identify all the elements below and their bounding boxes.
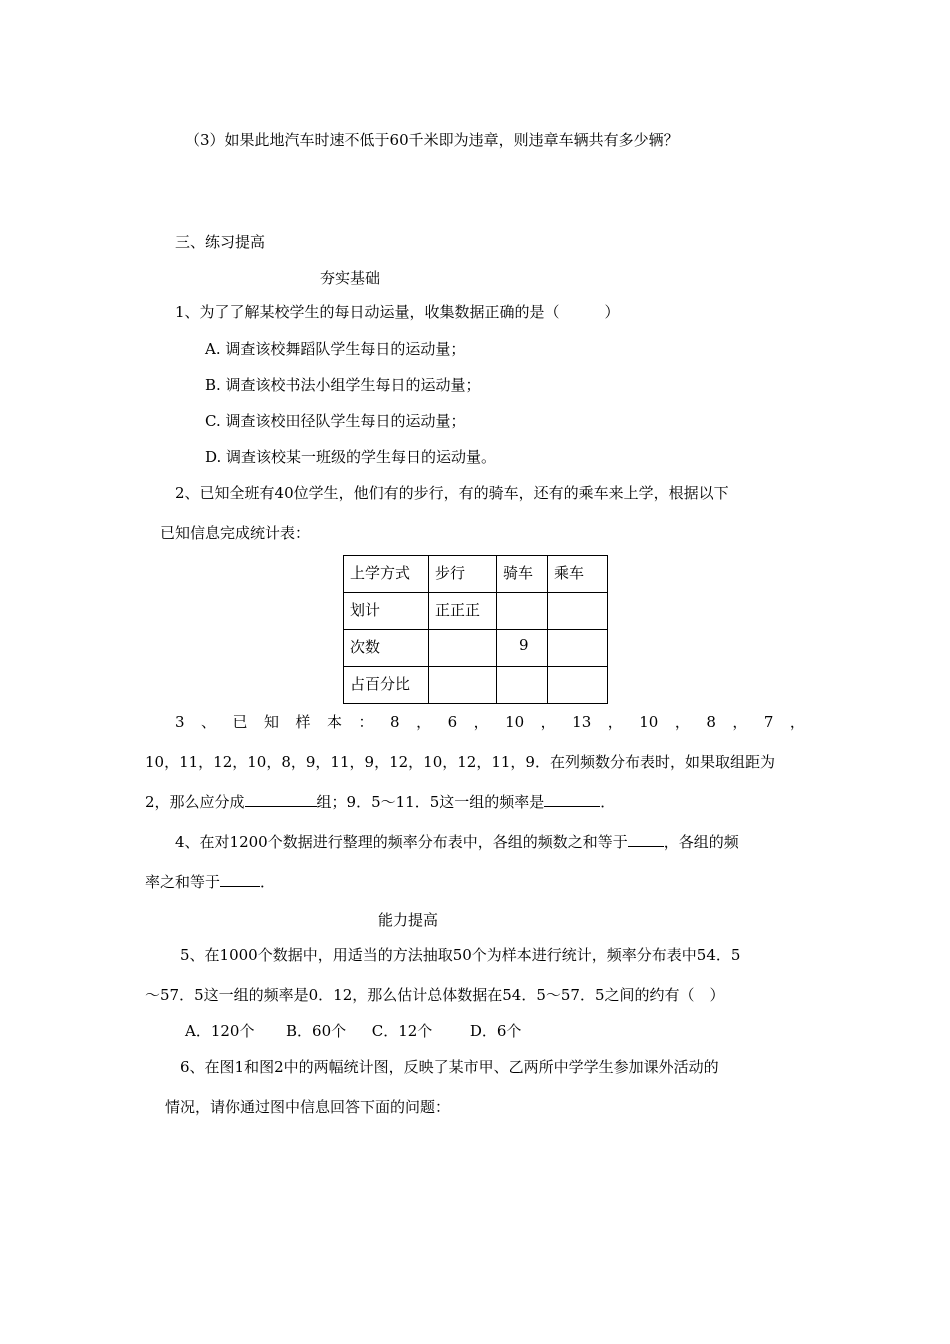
q4-text-b: ，各组的频 <box>663 833 739 851</box>
q3-line1-token: 、 <box>201 713 217 731</box>
q3-line1-token: 3 <box>175 713 185 731</box>
q3-line1-token: 6 <box>447 713 458 731</box>
table-cell <box>429 667 497 704</box>
question-1-stem: 1、为了了解某校学生的每日动运量，收集数据正确的是（ ） <box>175 303 620 321</box>
question-4-line1 <box>175 832 739 852</box>
q3-line1-token: 7 <box>763 713 774 731</box>
question-5-line2: ～57．5这一组的频率是0．12，那么估计总体数据在54．5～57．5之间的约有（ ） <box>145 986 725 1004</box>
table-cell: 次数 <box>344 630 429 667</box>
answer-blank <box>628 832 664 847</box>
subsection-basic: 夯实基础 <box>320 269 381 287</box>
q3-line1-token: 样 <box>295 713 311 731</box>
table-row <box>344 667 608 704</box>
q4-text-a: 4、在对1200个数据进行整理的频率分布表中，各组的频数之和等于 <box>175 833 628 851</box>
answer-blank <box>220 872 260 887</box>
table-cell: 骑车 <box>497 556 548 593</box>
question-6-line1: 6、在图1和图2中的两幅统计图，反映了某市甲、乙两所中学学生参加课外活动的 <box>180 1058 719 1076</box>
q1-option-c: C. 调查该校田径队学生每日的运动量； <box>205 412 466 430</box>
question-2-line2: 已知信息完成统计表： <box>160 524 311 542</box>
q3-text-b: 组；9．5～11．5这一组的频率是 <box>316 793 545 811</box>
question-3-line2: 10，11，12，10，8，9，11，9，12，10，12，11，9．在列频数分布表时，如果取组距为 <box>145 753 775 771</box>
question-3-line1 <box>175 712 805 732</box>
table-cell <box>548 593 608 630</box>
table-cell: 划计 <box>344 593 429 630</box>
question-4-line2 <box>145 872 275 892</box>
answer-blank <box>544 792 600 807</box>
q3-line1-token: ， <box>416 713 432 731</box>
q3-text-c: ． <box>600 793 616 811</box>
table-cell <box>548 630 608 667</box>
q3-text-a: 2，那么应分成 <box>145 793 245 811</box>
table-cell <box>548 667 608 704</box>
q3-line1-token: 知 <box>264 713 280 731</box>
q3-line1-token: 本 <box>327 713 343 731</box>
q3-line1-token: ， <box>732 713 748 731</box>
table-cell: 9 <box>497 630 548 667</box>
table-cell <box>429 630 497 667</box>
table-cell: 占百分比 <box>344 667 429 704</box>
question-2-line1: 2、已知全班有40位学生，他们有的步行，有的骑车，还有的乘车来上学，根据以下 <box>175 484 729 502</box>
q3-line1-token: ， <box>607 713 623 731</box>
q3-line1-token: ， <box>674 713 690 731</box>
table-row <box>344 630 608 667</box>
table-cell <box>497 667 548 704</box>
table-row <box>344 593 608 630</box>
q3-line1-token: 13 <box>572 713 592 731</box>
commute-tally-table <box>343 555 608 704</box>
section-title: 三、练习提高 <box>175 233 266 251</box>
q4-text-c: 率之和等于 <box>145 873 221 891</box>
question-5-line1: 5、在1000个数据中，用适当的方法抽取50个为样本进行统计，频率分布表中54．5 <box>180 946 741 964</box>
prev-question-3: （3）如果此地汽车时速不低于60千米即为违章，则违章车辆共有多少辆？ <box>185 131 679 149</box>
table-cell: 上学方式 <box>344 556 429 593</box>
q5-option-d: D．6个 <box>469 1022 522 1040</box>
q1-option-d: D. 调查该校某一班级的学生每日的运动量。 <box>205 448 497 466</box>
q3-line1-token: ， <box>789 713 805 731</box>
q3-line1-token: 10 <box>505 713 525 731</box>
question-6-line2: 情况，请你通过图中信息回答下面的问题： <box>165 1098 451 1116</box>
q5-option-a: A．120个 <box>185 1022 255 1040</box>
subsection-ability: 能力提高 <box>378 911 439 929</box>
q5-options <box>185 1021 521 1041</box>
q3-line1-token: 10 <box>639 713 659 731</box>
table-cell: 步行 <box>429 556 497 593</box>
table-cell: 正正正 <box>429 593 497 630</box>
table-row <box>344 556 608 593</box>
table-cell <box>497 593 548 630</box>
table-cell: 乘车 <box>548 556 608 593</box>
q1-option-b: B. 调查该校书法小组学生每日的运动量； <box>205 376 481 394</box>
q3-line1-token: ， <box>473 713 489 731</box>
q3-line1-token: 已 <box>232 713 248 731</box>
q5-option-b: B．60个 <box>286 1022 347 1040</box>
q5-option-c: C．12个 <box>371 1022 433 1040</box>
q3-line1-token: 8 <box>706 713 716 731</box>
q3-line1-token: ， <box>540 713 556 731</box>
answer-blank <box>245 792 317 807</box>
q3-line1-token: ： <box>358 713 374 731</box>
q1-option-a: A. 调查该校舞蹈队学生每日的运动量； <box>205 340 466 358</box>
question-3-line3 <box>145 792 615 812</box>
q3-line1-token: 8 <box>390 713 400 731</box>
q4-text-d: ． <box>260 873 276 891</box>
